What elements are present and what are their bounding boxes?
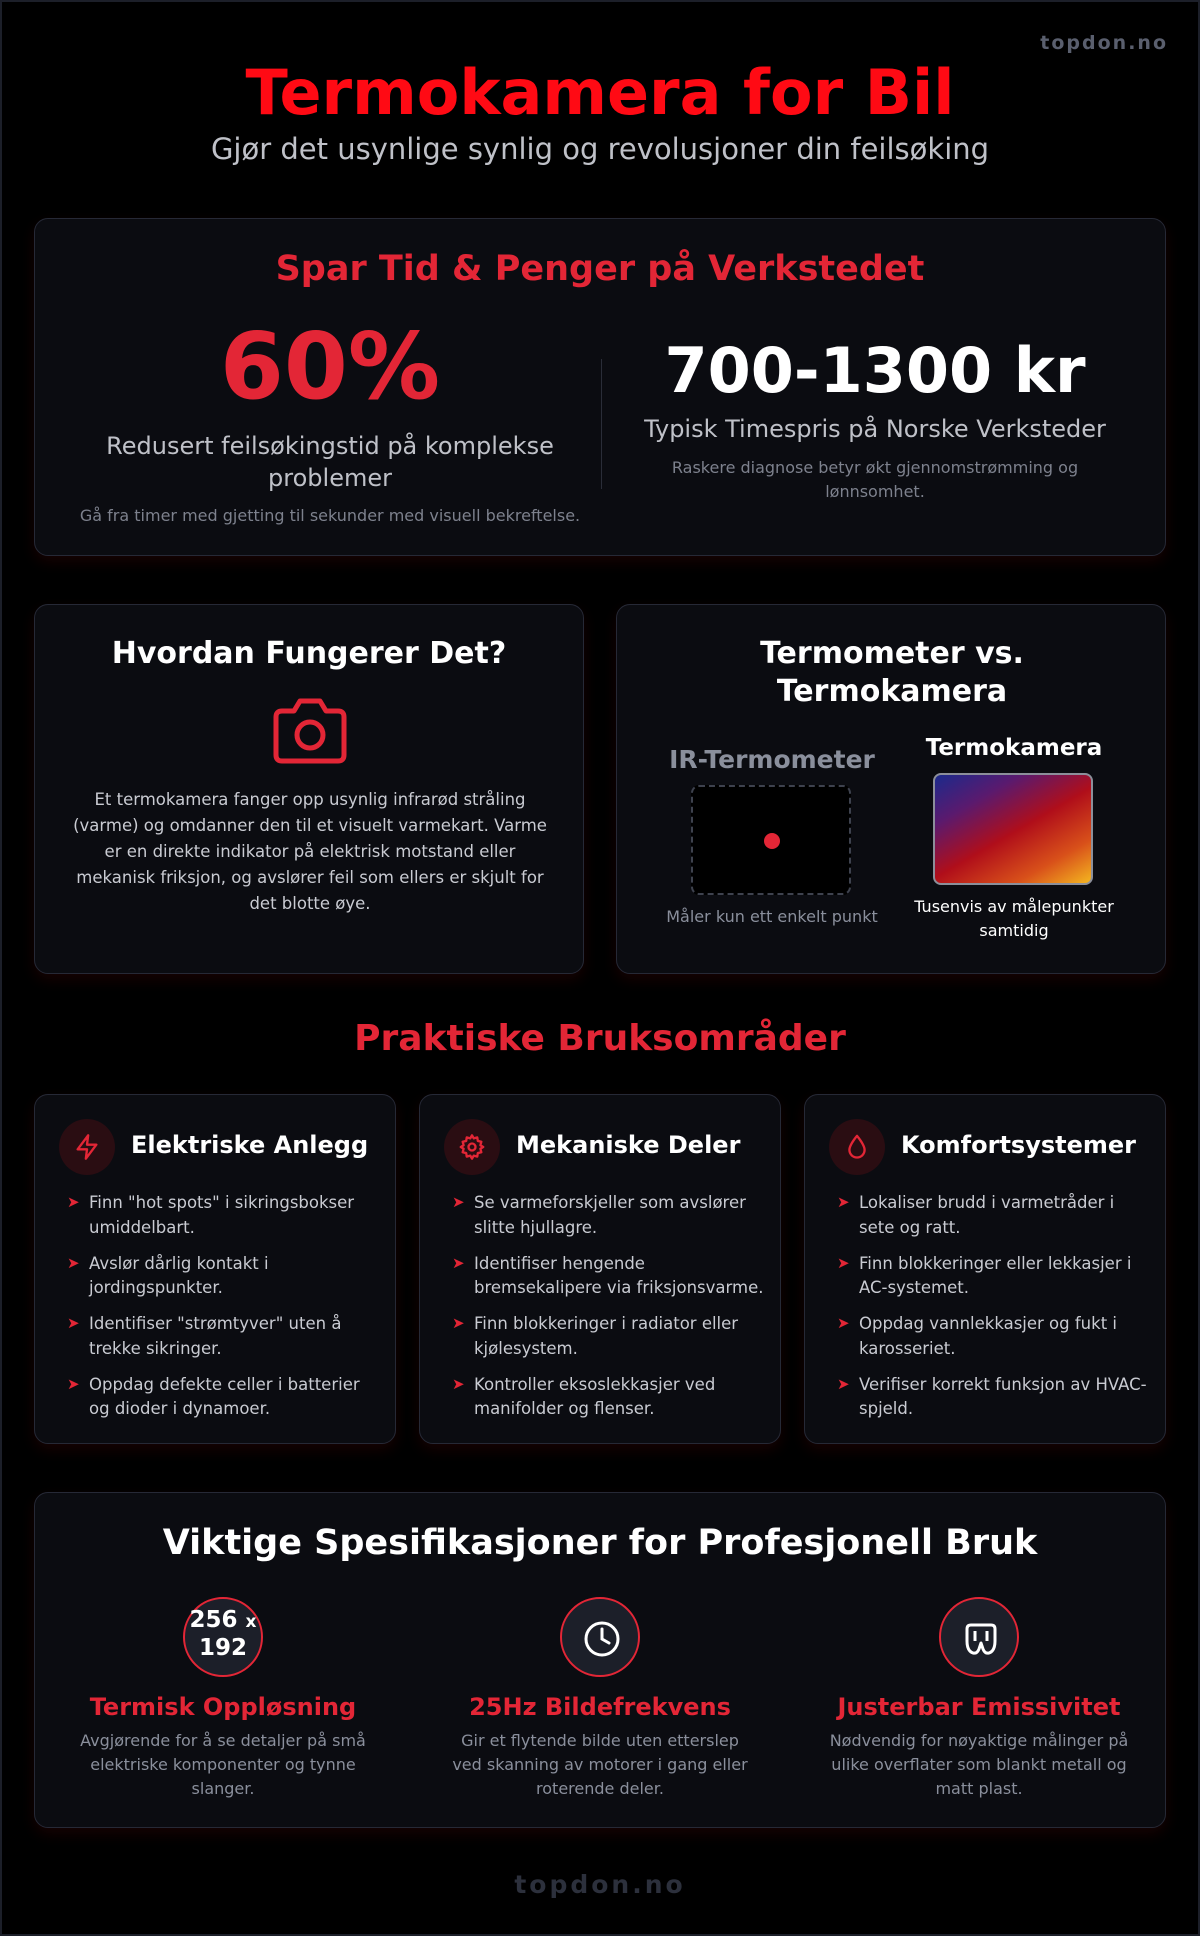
savings-title: Spar Tid & Penger på Verkstedet [275, 249, 925, 289]
list-item: ➤ Kontroller eksoslekkasjer ved manifolder og flenser. [452, 1374, 716, 1419]
spec-title: 25Hz Bildefrekvens [469, 1693, 731, 1721]
droplet-icon-wrap [829, 1119, 885, 1175]
thermal-camera-title-wrap [899, 735, 1129, 761]
spec-description: Gir et flytende bilde uten etterslep ved skanning av motorer i gang eller roterende deler. [452, 1731, 748, 1798]
page-subtitle: Gjør det usynlige synlig og revolusjoner din feilsøking [210, 132, 990, 166]
use-case-card-comfort [804, 1094, 1166, 1444]
use-case-list [450, 1191, 766, 1433]
list-item: ➤ Identifiser hengende bremsekalipere via friksjonsvarme. [452, 1253, 764, 1298]
thermal-camera-caption: Tusenvis av målepunkter samtidig [914, 897, 1114, 940]
ir-thermometer-view [691, 785, 851, 895]
brand-logo-bottom[interactable]: topdon.no [514, 1870, 686, 1899]
droplet-icon [843, 1133, 871, 1161]
brand-logo-top[interactable]: topdon.no [1040, 32, 1168, 54]
divider [601, 359, 602, 489]
list-item: ➤ Lokaliser brudd i varmetråder i sete og ratt. [837, 1193, 1115, 1237]
stat-value: 700-1300 kr [664, 334, 1086, 407]
resolution-x: x [245, 1612, 257, 1632]
how-title: Hvordan Fungerer Det? [111, 636, 507, 671]
list-item: ➤ Avslør dårlig kontakt i jordingspunkter. [67, 1253, 269, 1298]
clock-icon [582, 1619, 622, 1659]
list-item: ➤ Se varmeforskjeller som avslører slitte hjullagre. [452, 1193, 746, 1237]
spec-resolution [45, 1597, 401, 1801]
shield-badge [939, 1597, 1019, 1677]
specs-title: Viktige Spesifikasjoner for Profesjonell Bruk [162, 1523, 1038, 1563]
list-item: ➤ Verifiser korrekt funksjon av HVAC-spjeld. [837, 1374, 1147, 1419]
use-case-title: Elektriske Anlegg [131, 1131, 369, 1159]
use-case-list [835, 1191, 1151, 1433]
clock-badge [560, 1597, 640, 1677]
list-item: ➤ Identifiser "strømtyver" uten å trekke sikringer. [67, 1314, 342, 1358]
resolution-text [185, 1607, 261, 1662]
use-case-list [65, 1191, 381, 1433]
use-case-card-mechanical [419, 1094, 781, 1444]
use-case-title: Mekaniske Deler [516, 1131, 741, 1159]
stat-time-reduction [75, 313, 585, 528]
comparison-title: Termometer vs. Termokamera [760, 636, 1024, 709]
resolution-badge [183, 1597, 263, 1677]
list-item: ➤ Finn blokkeringer eller lekkasjer i AC-systemet. [837, 1253, 1132, 1298]
stat-label: Redusert feilsøkingstid på komplekse problemer [106, 431, 554, 492]
specs-card [34, 1492, 1166, 1828]
savings-card [34, 218, 1166, 556]
list-item: ➤ Finn "hot spots" i sikringsbokser umiddelbart. [67, 1193, 355, 1237]
list-item: ➤ Oppdag defekte celler i batterier og dioder i dynamoer. [67, 1374, 360, 1419]
how-description: Et termokamera fanger opp usynlig infrarød stråling (varme) og omdanner den til et visuelt varmekart. Varme er en direkte indikator på elektrisk motstand eller mekanisk friksjon, og avslører feil som ellers er skjult for det blotte øye. [73, 790, 547, 914]
shield-icon [961, 1619, 1001, 1659]
how-it-works-card [34, 604, 584, 974]
stat-label: Typisk Timespris på Norske Verksteder [644, 415, 1106, 444]
stat-value: 60% [219, 313, 441, 420]
spec-emissivity [801, 1597, 1157, 1801]
stat-hourly-rate [625, 334, 1125, 504]
measurement-point [764, 833, 780, 849]
gear-icon-wrap [444, 1119, 500, 1175]
list-item: ➤ Finn blokkeringer i radiator eller kjølesystem. [452, 1314, 739, 1358]
spec-title: Termisk Oppløsning [89, 1693, 357, 1721]
list-item: ➤ Oppdag vannlekkasjer og fukt i karosseriet. [837, 1314, 1117, 1358]
use-cases-title: Praktiske Bruksområder [354, 1018, 846, 1059]
lightning-icon [73, 1133, 101, 1161]
use-case-title: Komfortsystemer [901, 1131, 1136, 1159]
page-title: Termokamera for Bil [245, 56, 955, 129]
ir-thermometer-title: IR-Termometer [669, 745, 875, 774]
thermal-camera-view [933, 773, 1093, 885]
use-case-card-electrical [34, 1094, 396, 1444]
gear-icon [458, 1133, 486, 1161]
stat-note: Raskere diagnose betyr økt gjennomstrømming og lønnsomhet. [671, 457, 1079, 501]
comparison-card [616, 604, 1166, 974]
thermal-camera-title: Termokamera [925, 735, 1103, 761]
spec-description: Nødvendig for nøyaktige målinger på ulike overflater som blankt metall og matt plast. [829, 1731, 1129, 1798]
ir-thermometer-title-wrap [617, 745, 927, 774]
spec-frame-rate [422, 1597, 778, 1801]
stat-note: Gå fra timer med gjetting til sekunder med visuell bekreftelse. [79, 506, 581, 526]
resolution-height: 192 [198, 1634, 247, 1661]
ir-thermometer-caption: Måler kun ett enkelt punkt [666, 907, 878, 926]
spec-description: Avgjørende for å se detaljer på små elektriske komponenter og tynne slanger. [80, 1731, 366, 1798]
spec-title: Justerbar Emissivitet [837, 1693, 1121, 1721]
lightning-icon-wrap [59, 1119, 115, 1175]
camera-icon [268, 693, 352, 769]
resolution-width: 256 [189, 1607, 238, 1633]
